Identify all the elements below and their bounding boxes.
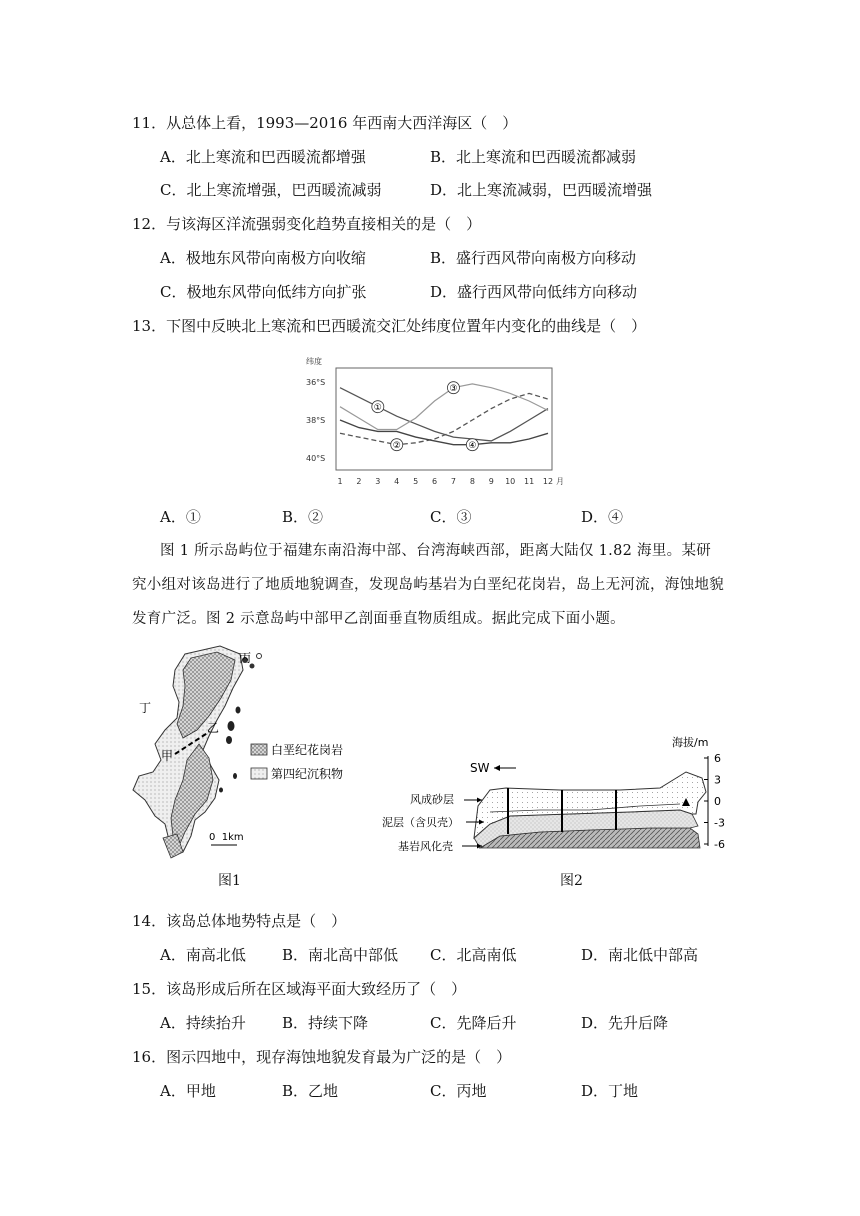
q13-stem: 13．下图中反映北上寒流和巴西暖流交汇处纬度位置年内变化的曲线是（ ） [132, 317, 647, 335]
q15-option-a: A．持续抬升 [160, 1014, 246, 1032]
layer-bedrock-label: 基岩风化壳 [398, 840, 453, 853]
intro-line-3: 发育广泛。图 2 示意岛屿中部甲乙剖面垂直物质组成。据此完成下面小题。 [132, 611, 625, 627]
q11-option-d: D．北上寒流减弱，巴西暖流增强 [430, 181, 653, 199]
chart-xtick-label: 7 [450, 477, 457, 486]
label-ding: 丁 [139, 701, 152, 715]
q14-option-c: C．北高南低 [430, 946, 517, 964]
intro-line-2: 究小组对该岛进行了地质地貌调查，发现岛屿基岩为白垩纪花岗岩，岛上无河流，海蚀地貌 [132, 577, 724, 593]
q16-option-a: A．甲地 [160, 1082, 216, 1100]
q13-option-d: D．④ [581, 508, 624, 526]
fig2-ytick-label: 3 [714, 773, 721, 787]
q13-option-a: A．① [160, 508, 201, 526]
fig2-ytick-label: -6 [714, 838, 725, 851]
q11-option-a: A．北上寒流和巴西暖流都增强 [160, 148, 366, 166]
q16-option-c: C．丙地 [430, 1082, 487, 1100]
q12-stem: 12．与该海区洋流强弱变化趋势直接相关的是（ ） [132, 215, 482, 233]
q14-option-b: B．南北高中部低 [282, 946, 399, 964]
q14-stem: 14．该岛总体地势特点是（ ） [132, 912, 347, 930]
q16-option-b: B．乙地 [282, 1082, 339, 1100]
chart-xtick-label: 2 [356, 477, 362, 486]
q13-option-c: C．③ [430, 508, 472, 526]
q15-option-d: D．先升后降 [581, 1014, 669, 1032]
chart-xtick-label: 12 [542, 477, 554, 486]
q12-option-d: D．盛行西风带向低纬方向移动 [430, 283, 638, 301]
legend-sediment-swatch [251, 768, 267, 779]
chart-xtick-label: 3 [375, 477, 381, 486]
latitude-chart [298, 350, 572, 495]
chart-ytick-label: 36°S [306, 378, 326, 387]
q16-option-d: D．丁地 [581, 1082, 639, 1100]
chart-xtick-label: 10 [505, 477, 516, 486]
q11-stem: 11．从总体上看，1993—2016 年西南大西洋海区（ ） [132, 114, 518, 132]
label-yi: 乙 [207, 721, 220, 735]
fig2-ytick-label: -3 [714, 816, 725, 830]
fig2-ytick-label: 0 [714, 795, 721, 808]
chart-xtick-label: 6 [431, 477, 438, 486]
q11-option-b: B．北上寒流和巴西暖流都减弱 [430, 148, 637, 166]
direction-label: SW [470, 761, 490, 775]
legend-granite-label: 白垩纪花岗岩 [271, 743, 344, 757]
chart-series-label: ② [392, 441, 401, 452]
island-map-figure [125, 640, 385, 880]
layer-mud-label: 泥层（含贝壳） [382, 816, 459, 829]
chart-frame [336, 368, 552, 470]
chart-xunit: 月 [556, 477, 564, 486]
fig2-caption: 图2 [560, 873, 583, 889]
q12-option-c: C．极地东风带向低纬方向扩张 [160, 283, 367, 301]
chart-xtick-label: 1 [337, 477, 343, 486]
legend-sediment-label: 第四纪沉积物 [271, 767, 344, 781]
chart-ytick-label: 40°S [306, 454, 326, 463]
chart-series-label: ① [373, 403, 382, 414]
chart-ylabel: 纬度 [306, 357, 322, 366]
label-jia: 甲 [161, 749, 174, 763]
chart-series-label: ③ [449, 384, 458, 395]
q12-option-a: A．极地东风带向南极方向收缩 [160, 249, 366, 267]
fig2-ytick-label: 6 [714, 752, 721, 765]
chart-xtick-label: 8 [469, 477, 475, 486]
chart-xtick-label: 5 [413, 477, 419, 486]
q14-option-d: D．南北低中部高 [581, 946, 699, 964]
chart-series-label: ④ [468, 441, 477, 452]
q11-option-c: C．北上寒流增强，巴西暖流减弱 [160, 181, 382, 199]
chart-xtick-label: 9 [488, 477, 494, 486]
fig2-ylabel: 海拔/m [672, 736, 709, 749]
scale-bar-label: 0 1km [209, 832, 244, 843]
q15-stem: 15．该岛形成后所在区域海平面大致经历了（ ） [132, 980, 467, 998]
q14-option-a: A．南高北低 [160, 946, 246, 964]
legend-granite-swatch [251, 744, 267, 755]
chart-xtick-label: 11 [523, 477, 535, 486]
q15-option-b: B．持续下降 [282, 1014, 369, 1032]
q12-option-b: B．盛行西风带向南极方向移动 [430, 249, 637, 267]
q16-stem: 16．图示四地中，现存海蚀地貌发育最为广泛的是（ ） [132, 1048, 512, 1066]
q15-option-c: C．先降后升 [430, 1014, 517, 1032]
layer-sand-label: 风成砂层 [410, 793, 454, 806]
label-bing: 丙 [239, 651, 252, 665]
intro-line-1: 图 1 所示岛屿位于福建东南沿海中部、台湾海峡西部，距离大陆仅 1.82 海里。某研 [160, 543, 712, 559]
fig1-caption: 图1 [218, 873, 241, 889]
q13-option-b: B．② [282, 508, 324, 526]
cross-section-figure [382, 730, 735, 860]
chart-ytick-label: 38°S [306, 416, 326, 425]
chart-xtick-label: 4 [394, 477, 400, 486]
